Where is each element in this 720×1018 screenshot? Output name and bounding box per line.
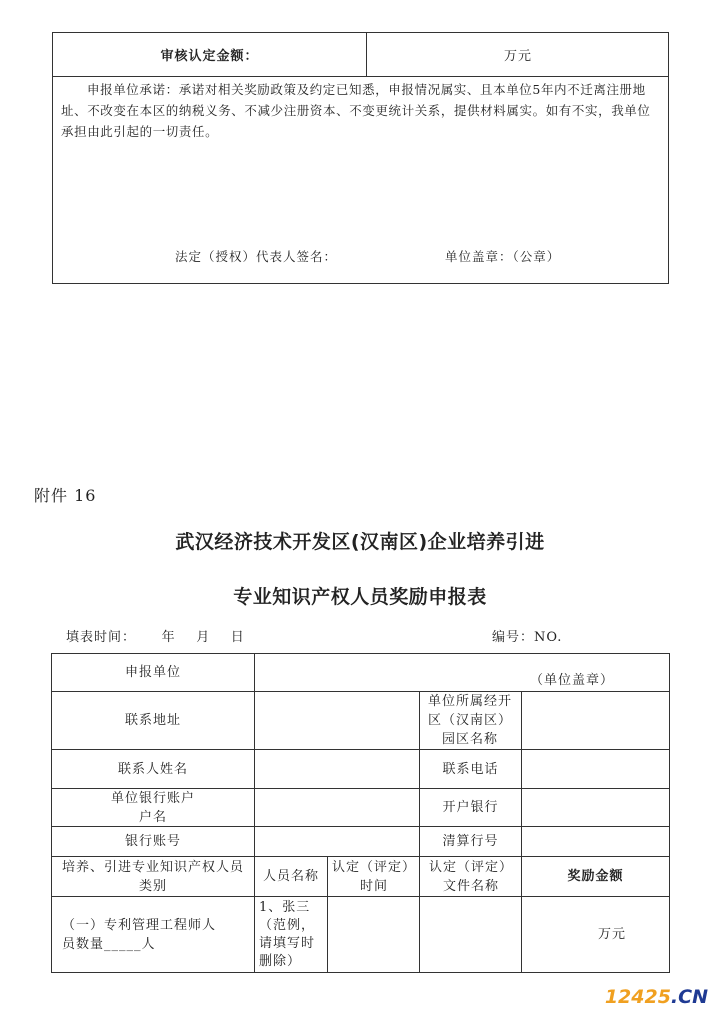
reward-header: 奖励金额 (567, 869, 624, 884)
seal-label: 单位盖章：（公章） (445, 249, 561, 264)
reward-unit: 万元 (597, 927, 626, 942)
serial-number-label: 编号：NO. (492, 630, 563, 645)
form-title-line1: 武汉经济技术开发区(汉南区)企业培养引进 (175, 531, 545, 553)
pledge-text: 申报单位承诺：承诺对相关奖励政策及约定已知悉，申报情况属实、且本单位5年内不迁离注册地址、不改变在本区的纳税义务、不减少注册资本、不变更统计关系，提供材料属实。如有不实，我单位承担由此引起的一切责任。 (61, 82, 651, 139)
attachment-label: 附件 16 (34, 486, 97, 505)
application-table (51, 653, 670, 973)
form-title-line2: 专业知识产权人员奖励申报表 (233, 586, 487, 608)
fill-time-label: 填表时间： 年 月 日 (66, 630, 245, 645)
col-divider (327, 856, 328, 972)
cert-time-header: 认定（评定）时间 (331, 859, 416, 894)
clearing-number-label: 清算行号 (442, 834, 499, 849)
applicant-seal-label: （单位盖章） (529, 673, 614, 688)
approved-amount-label: 审核认定金额： (160, 49, 259, 64)
bank-account-name-label: 单位银行账户户名 (110, 790, 195, 825)
address-label: 联系地址 (124, 713, 181, 728)
cert-doc-header: 认定（评定）文件名称 (428, 859, 513, 894)
legal-rep-signature-label: 法定（授权）代表人签名： (175, 249, 338, 264)
person-name-header: 人员名称 (262, 869, 319, 884)
account-number-label: 银行账号 (124, 834, 181, 849)
col-divider (254, 654, 255, 972)
col-divider (521, 691, 522, 972)
approved-amount-unit: 万元 (503, 49, 532, 64)
person-name-example: 1、张三（范例，请填写时删除） (259, 899, 316, 969)
site-watermark (605, 986, 708, 1008)
commitment-table (52, 32, 669, 284)
watermark-part2: .CN (670, 986, 708, 1008)
category-patent-engineer: （一）专利管理工程师人员数量_____人 (62, 917, 217, 952)
park-name-label: 单位所属经开区（汉南区）园区名称 (427, 694, 512, 747)
contact-name-label: 联系人姓名 (117, 761, 188, 777)
applicant-label: 申报单位 (124, 665, 181, 680)
contact-phone-label: 联系电话 (442, 761, 499, 777)
approved-amount-row (53, 33, 668, 77)
category-header: 培养、引进专业知识产权人员类别 (61, 859, 244, 894)
watermark-part1: 12425 (604, 986, 671, 1008)
bank-label: 开户银行 (442, 800, 499, 815)
